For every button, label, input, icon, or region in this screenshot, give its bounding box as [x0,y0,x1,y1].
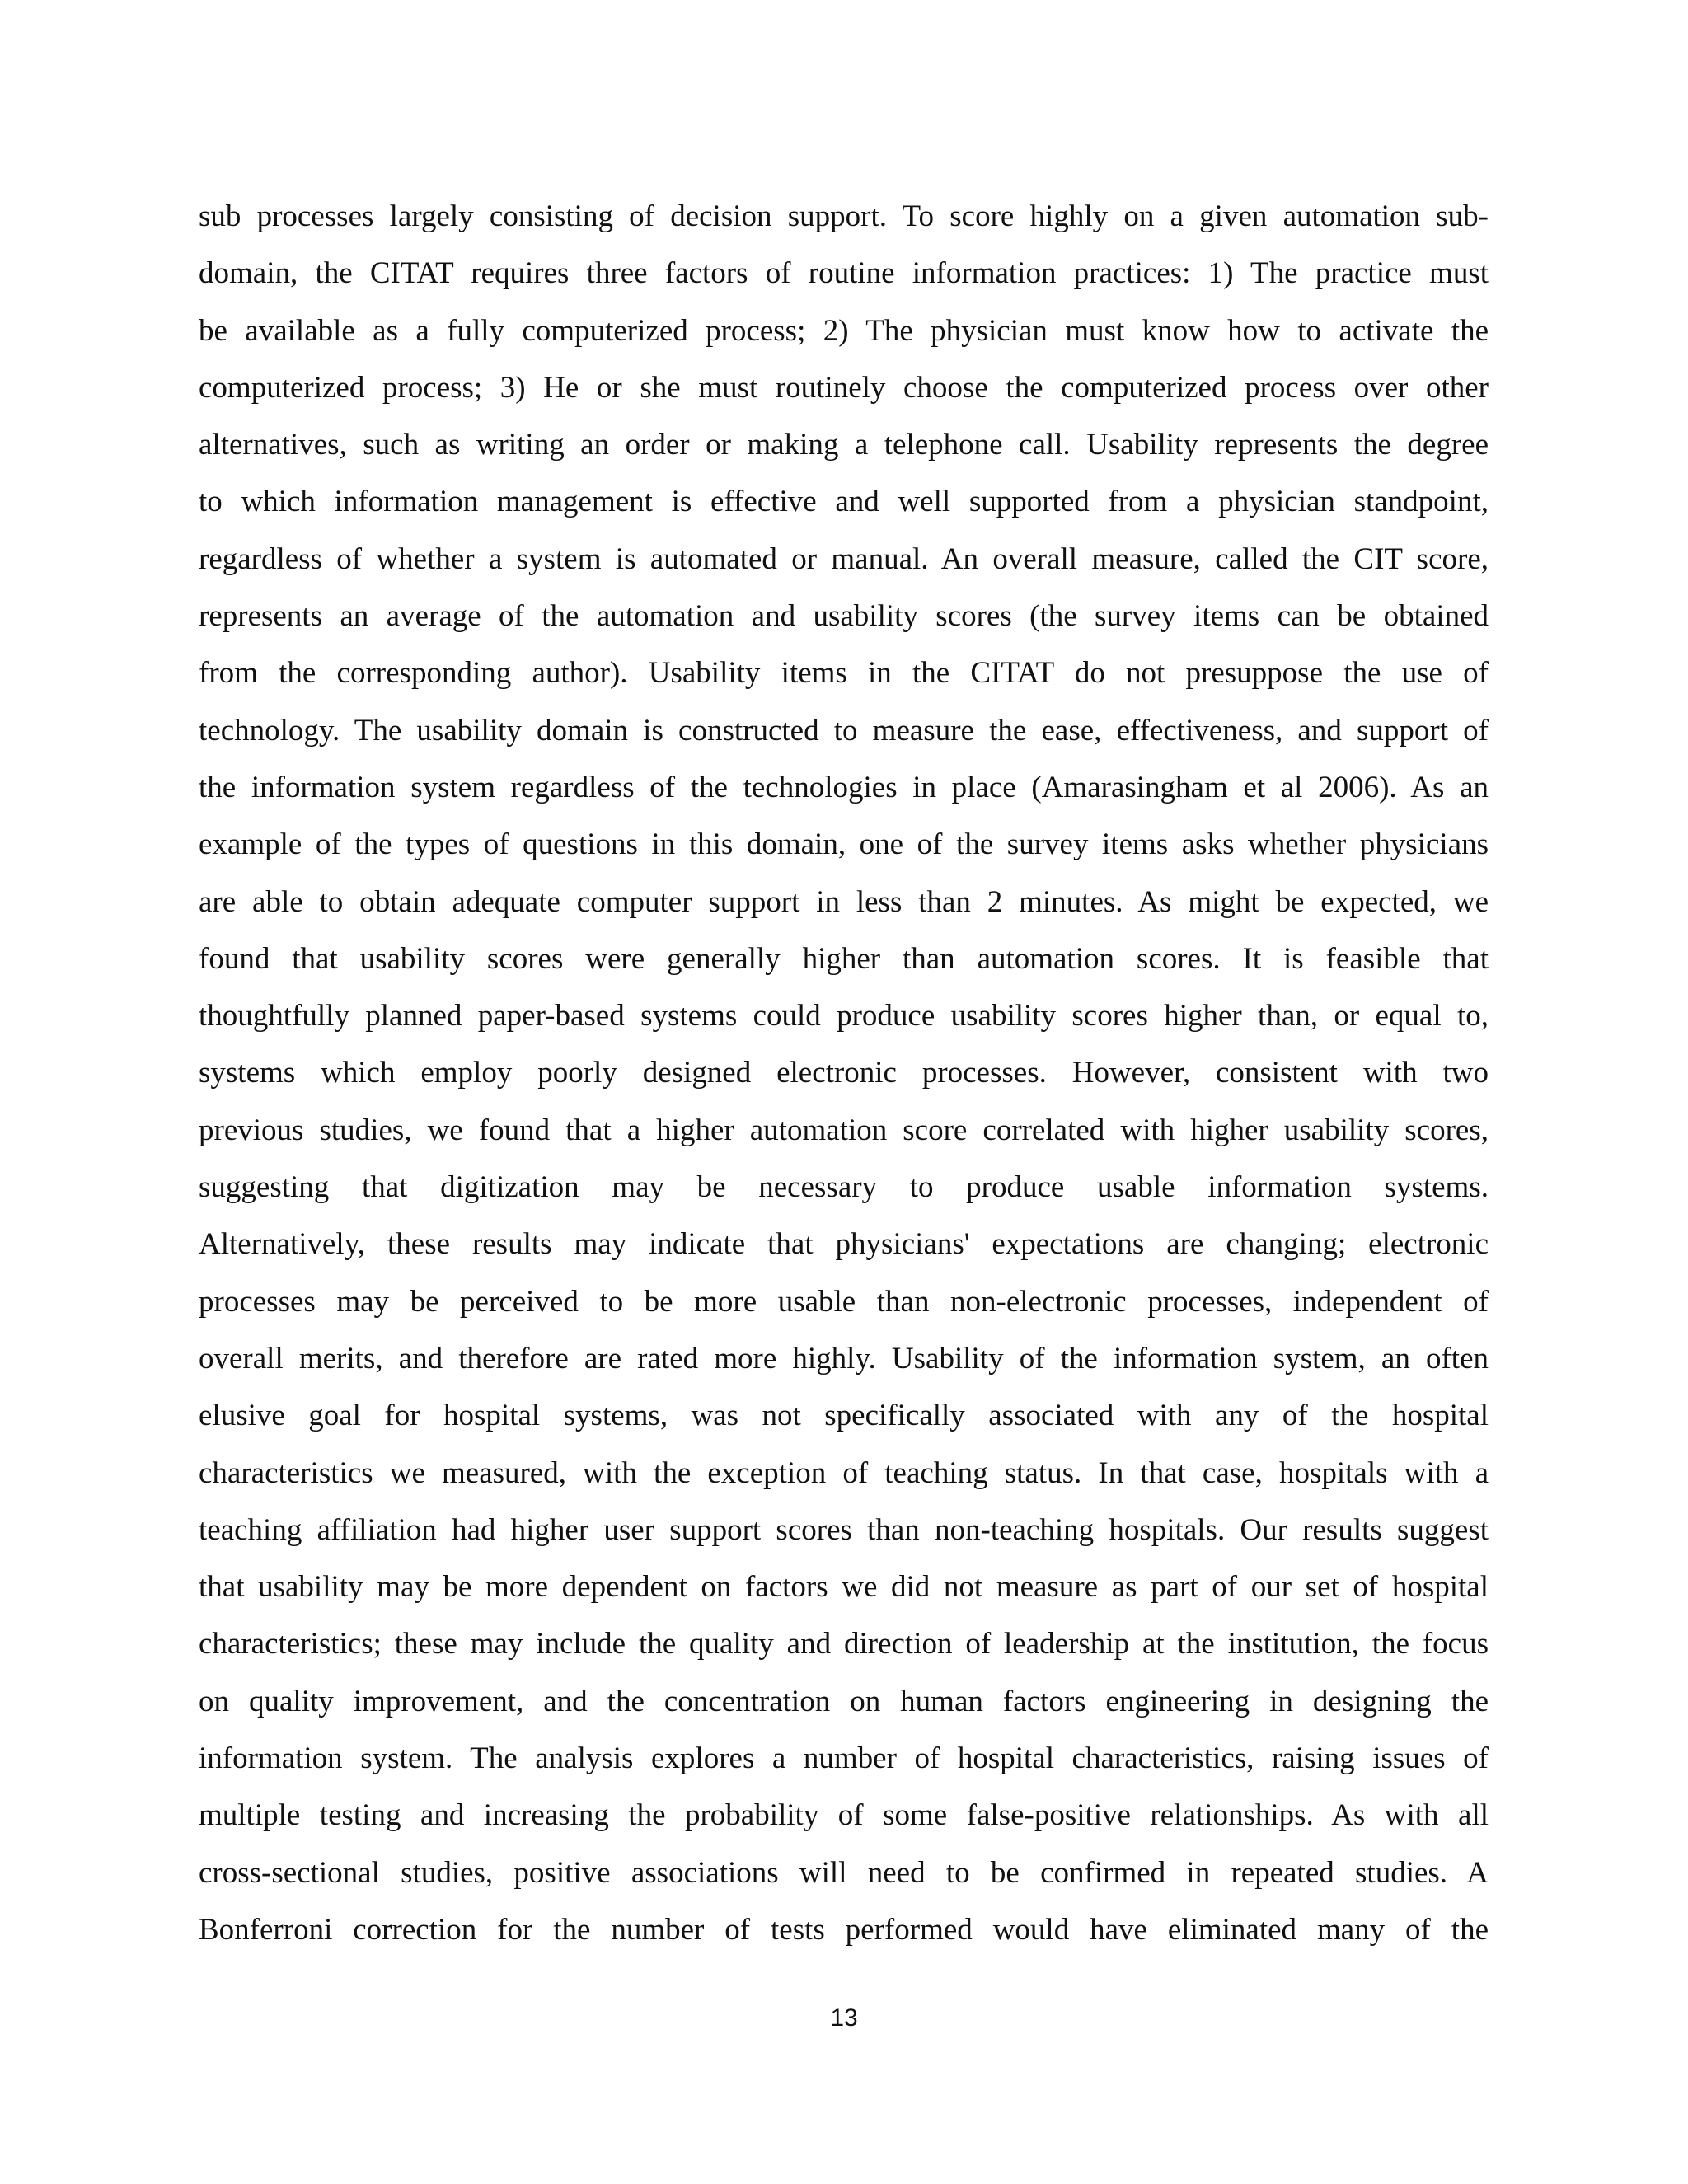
text-line: represents an average of the automation and usability scores (the survey items can be obtained [199,599,1489,634]
text-line: the information system regardless of the technologies in place (Amarasingham et al 2006). As an [199,770,1489,804]
text-line: found that usability scores were generally higher than automation scores. It is feasible that [199,941,1489,976]
text-line: from the corresponding author). Usability items in the CITAT do not presuppose the use of [199,656,1489,691]
text-line: computerized process; 3) He or she must routinely choose the computerized process over other [199,370,1489,405]
text-line: previous studies, we found that a higher automation score correlated with higher usability scores, [199,1113,1489,1147]
text-line: elusive goal for hospital systems, was not specifically associated with any of the hospital [199,1399,1489,1433]
text-line: sub processes largely consisting of decision support. To score highly on a given automation sub- [199,199,1489,233]
text-line: are able to obtain adequate computer support in less than 2 minutes. As might be expected, we [199,884,1489,919]
text-line: thoughtfully planned paper-based systems could produce usability scores higher than, or equal to, [199,999,1489,1033]
text-line: Alternatively, these results may indicate that physicians' expectations are changing; electronic [199,1227,1489,1262]
text-line: cross-sectional studies, positive associations will need to be confirmed in repeated studies. A [199,1855,1489,1890]
text-line: information system. The analysis explores a number of hospital characteristics, raising issues of [199,1741,1489,1776]
text-line: characteristics we measured, with the exception of teaching status. In that case, hospitals with a [199,1455,1489,1490]
text-line: characteristics; these may include the quality and direction of leadership at the institution, the focus [199,1627,1489,1661]
text-line: multiple testing and increasing the probability of some false-positive relationships. As with all [199,1798,1489,1833]
text-line: regardless of whether a system is automated or manual. An overall measure, called the CIT score, [199,541,1489,576]
page-number: 13 [830,2004,858,2032]
text-line: alternatives, such as writing an order or making a telephone call. Usability represents the degree [199,428,1489,462]
text-line: to which information management is effective and well supported from a physician standpoint, [199,485,1489,519]
text-line: technology. The usability domain is constructed to measure the ease, effectiveness, and support of [199,713,1489,748]
text-line: systems which employ poorly designed electronic processes. However, consistent with two [199,1056,1489,1090]
text-line: on quality improvement, and the concentration on human factors engineering in designing the [199,1684,1489,1718]
text-line: that usability may be more dependent on factors we did not measure as part of our set of hospital [199,1570,1489,1605]
text-line: teaching affiliation had higher user support scores than non-teaching hospitals. Our results suggest [199,1512,1489,1547]
text-line: processes may be perceived to be more usable than non-electronic processes, independent of [199,1284,1489,1319]
body-paragraph [199,196,1489,1966]
text-line: Bonferroni correction for the number of tests performed would have eliminated many of the [199,1912,1489,1947]
text-line: domain, the CITAT requires three factors of routine information practices: 1) The practice must [199,256,1489,291]
text-line: be available as a fully computerized process; 2) The physician must know how to activate the [199,313,1489,348]
text-line: overall merits, and therefore are rated more highly. Usability of the information system, an often [199,1341,1489,1376]
text-line: suggesting that digitization may be necessary to produce usable information systems. [199,1170,1489,1205]
text-line: example of the types of questions in this domain, one of the survey items asks whether physicians [199,827,1489,862]
